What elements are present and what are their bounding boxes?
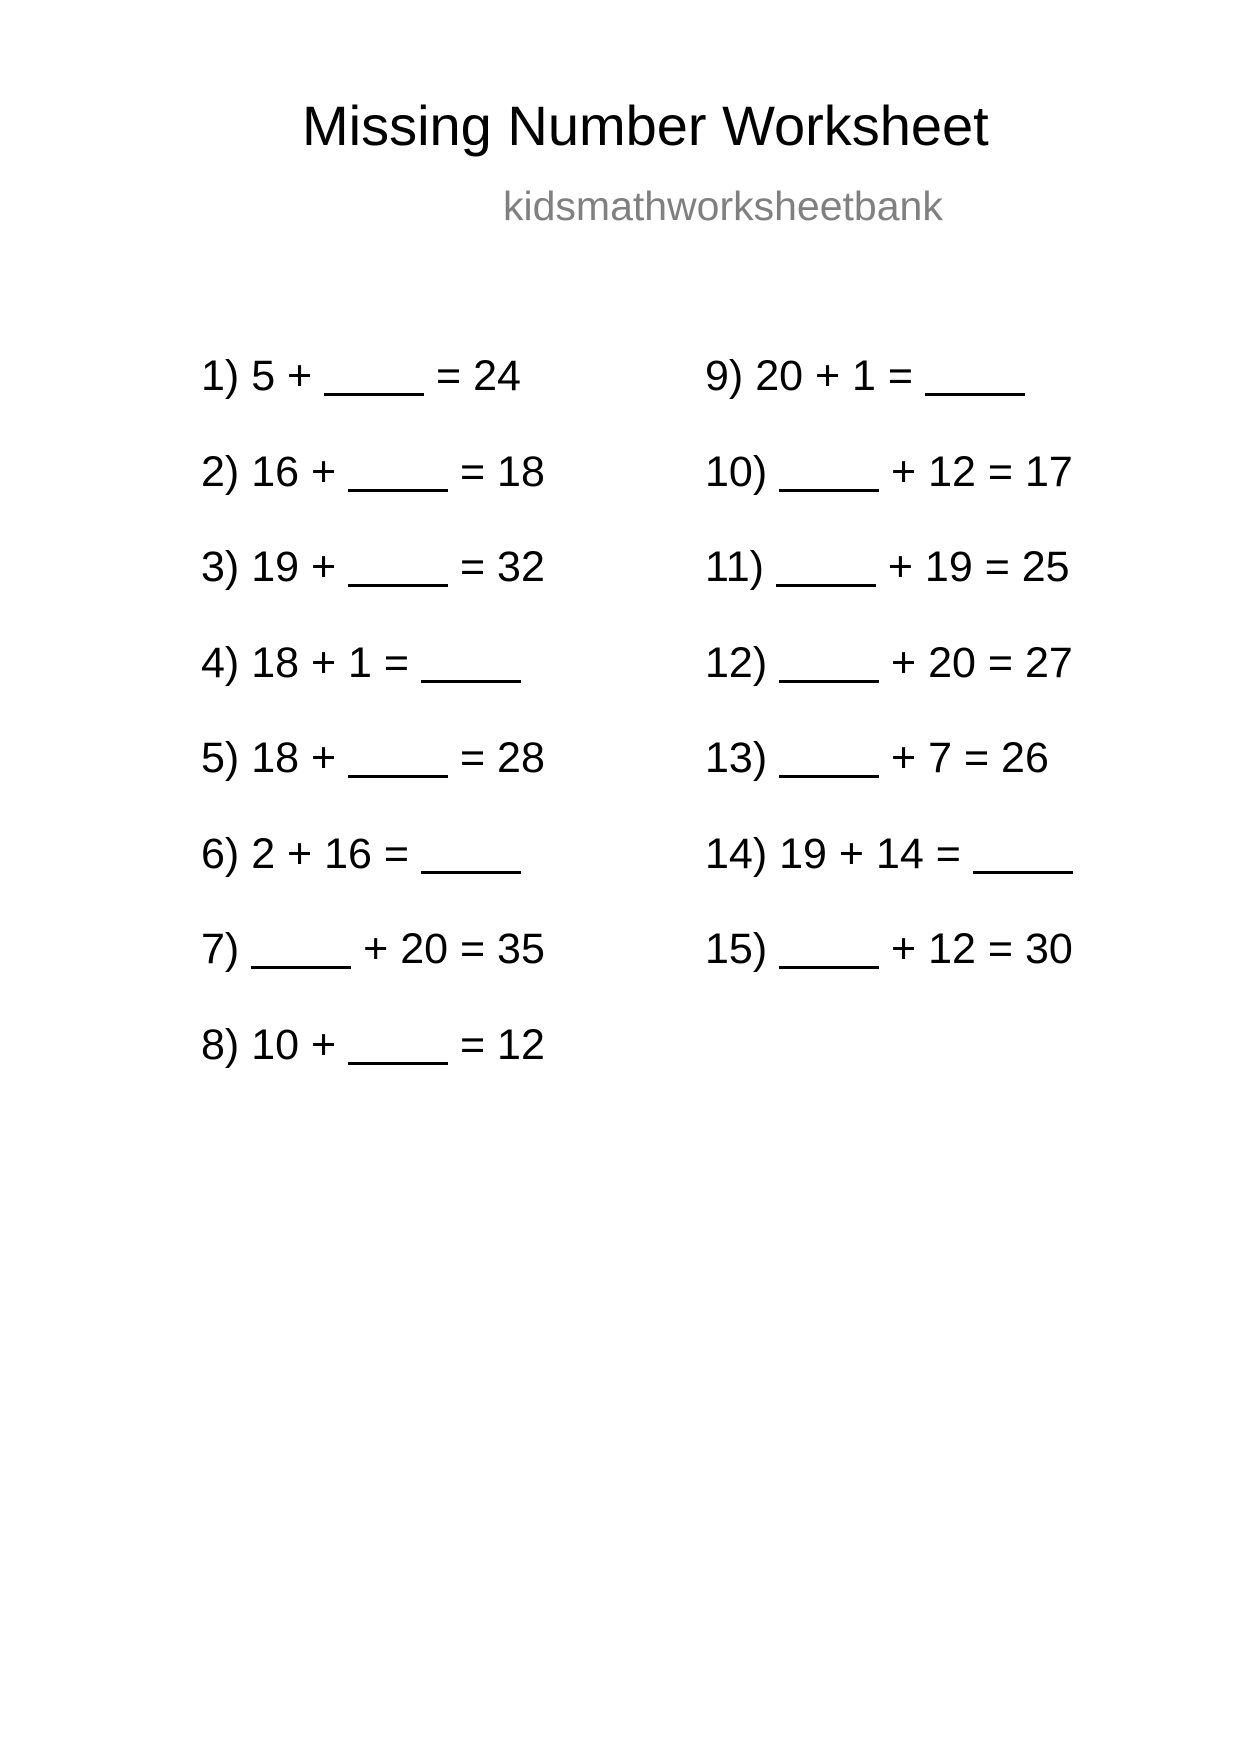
problem-12 (705, 638, 1073, 738)
answer-blank[interactable] (973, 835, 1073, 874)
problem-after: = 32 (448, 543, 545, 591)
problem-6 (201, 829, 545, 929)
problem-before: 19 + 14 = (779, 829, 973, 878)
problem-number: 10) (705, 447, 768, 496)
problem-before: 18 + (251, 734, 349, 782)
answer-blank[interactable] (779, 739, 879, 778)
problem-number: 5) (201, 734, 240, 782)
answer-blank[interactable] (348, 453, 448, 492)
problem-before: 10 + (251, 1020, 349, 1069)
problem-11 (705, 543, 1073, 642)
problem-8 (201, 1020, 545, 1120)
problem-before: 18 + 1 = (251, 638, 421, 687)
problem-14 (705, 829, 1073, 929)
answer-blank[interactable] (779, 644, 879, 683)
problem-number: 6) (201, 829, 240, 878)
problem-before: 5 + (251, 352, 325, 400)
problem-15 (705, 925, 1073, 1024)
problem-5 (201, 734, 545, 833)
page-title: Missing Number Worksheet (302, 94, 989, 157)
answer-blank[interactable] (925, 357, 1025, 396)
problem-9 (705, 352, 1073, 451)
problem-7 (201, 925, 545, 1024)
page-subtitle: kidsmathworksheetbank (503, 183, 943, 229)
problem-after: = 24 (424, 352, 521, 400)
answer-blank[interactable] (348, 739, 448, 778)
problem-before: 16 + (251, 447, 349, 496)
problem-number: 15) (705, 925, 768, 973)
problem-after: + 20 = 27 (879, 638, 1073, 687)
problem-number: 14) (705, 829, 768, 878)
problem-column-left (201, 352, 545, 1119)
problem-2 (201, 447, 545, 547)
problem-number: 9) (705, 352, 744, 400)
problem-after: + 20 = 35 (351, 925, 545, 973)
answer-blank[interactable] (779, 453, 879, 492)
problem-number: 11) (705, 543, 764, 591)
answer-blank[interactable] (421, 644, 521, 683)
problem-number: 3) (201, 543, 240, 591)
problem-after: = 18 (448, 447, 545, 496)
problem-after: + 12 = 30 (879, 925, 1073, 973)
problem-number: 2) (201, 447, 240, 496)
problem-number: 7) (201, 925, 240, 973)
problem-10 (705, 447, 1073, 547)
problem-1 (201, 352, 545, 451)
problem-after: = 12 (448, 1020, 545, 1069)
problem-13 (705, 734, 1073, 833)
answer-blank[interactable] (421, 835, 521, 874)
answer-blank[interactable] (251, 930, 351, 969)
answer-blank[interactable] (324, 357, 424, 396)
problem-3 (201, 543, 545, 642)
problem-number: 8) (201, 1020, 240, 1069)
answer-blank[interactable] (348, 548, 448, 587)
problem-before: 2 + 16 = (251, 829, 421, 878)
problem-after: + 12 = 17 (879, 447, 1073, 496)
problem-column-right (705, 352, 1073, 1024)
problem-number: 13) (705, 734, 768, 782)
problem-number: 1) (201, 352, 240, 400)
problem-after: + 19 = 25 (875, 543, 1070, 591)
problem-before: 19 + (251, 543, 349, 591)
problem-after: + 7 = 26 (879, 734, 1049, 782)
answer-blank[interactable] (779, 930, 879, 969)
problem-number: 12) (705, 638, 768, 687)
problem-before: 20 + 1 = (755, 352, 925, 400)
problem-number: 4) (201, 638, 240, 687)
answer-blank[interactable] (776, 548, 876, 587)
answer-blank[interactable] (348, 1026, 448, 1065)
problem-after: = 28 (448, 734, 545, 782)
problem-4 (201, 638, 545, 738)
